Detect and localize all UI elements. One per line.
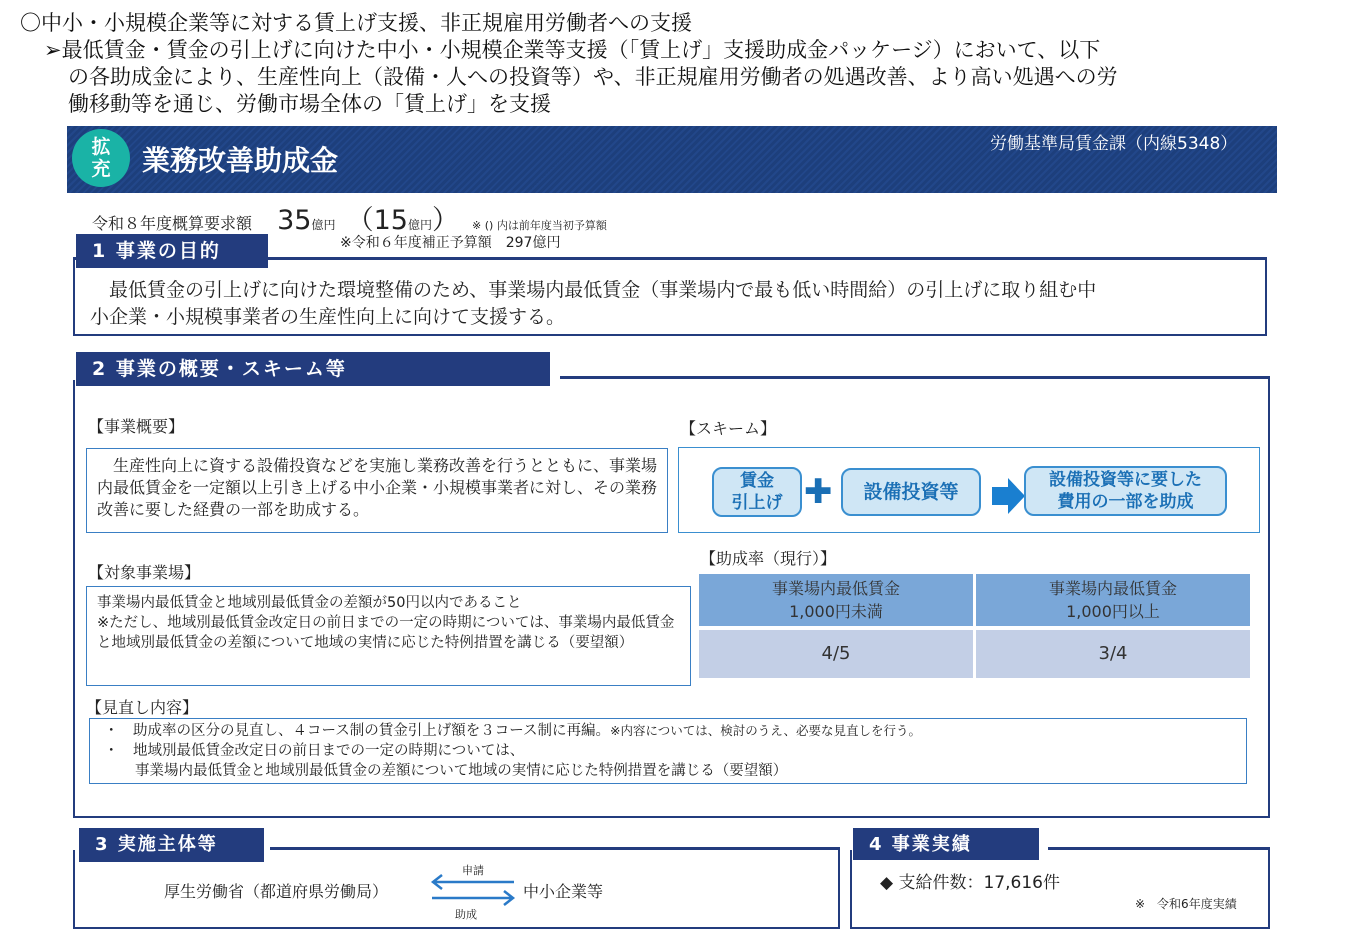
intro-line-2: ➢最低賃金・賃金の引上げに向けた中小・小規模企業等支援（「賃上げ」支援助成金パッケージ）において、以下 [44,38,1101,62]
review-note: ※内容については、検討のうえ、必要な見直しを行う。 [610,723,922,738]
scheme-wage-increase [712,467,802,517]
scheme-box1-line2: 引上げ [731,493,783,513]
rate-header-below-1000 [699,574,973,626]
review-item-1 [104,721,1232,741]
rate-value-below-1000: 4/5 [699,630,973,678]
intro-line-3: の各助成金により、生産性向上（設備・人への投資等）や、非正規雇用労働者の処遇改善、より高い処遇への労 [68,65,1118,89]
subsidy-label: 助成 [455,908,477,921]
prev-unit: 億円 [407,218,432,232]
badge-line-1: 拡 [91,136,111,158]
scheme-label: 【スキーム】 [680,419,777,438]
review-item-2: ・ 地域別最低賃金改定日の前日までの一定の時期については、 [104,743,525,759]
section1-heading: 1 事業の目的 [76,234,268,268]
section3-heading: 3 実施主体等 [79,828,264,862]
scheme-equipment-investment: 設備投資等 [841,468,981,516]
ministry: 厚生労働省（都道府県労働局） [164,882,389,901]
scheme-box1-line1: 賃金 [740,471,774,491]
supplementary-budget: ※令和６年度補正予算額 297億円 [340,235,561,251]
rate-value-above-1000: 3/4 [976,630,1250,678]
scheme-subsidy [1024,466,1227,516]
budget-note: ※ () 内は前年度当初予算額 [472,219,607,232]
review-item-1-text: ・ 助成率の区分の見直し、４コース制の賃金引上げ額を３コース制に再編。 [104,723,611,739]
purpose-line-1: 最低賃金の引上げに向けた環境整備のため、事業場内最低賃金（事業場内で最も低い時間給）の引上げに取り組む中 [90,279,1097,301]
program-title: 業務改善助成金 [142,144,339,177]
review-box [89,718,1247,784]
rate-header-1-line2: 1,000円未満 [789,602,883,621]
prev-close: ） [431,205,459,236]
expansion-badge [72,129,130,187]
budget-label: 令和８年度概算要求額 [92,214,253,233]
target-text-1: 事業場内最低賃金と地域別最低賃金の差額が50円以内であること [97,595,522,611]
rate-header-2-line1: 事業場内最低賃金 [1048,579,1177,598]
prev-open: （ [346,205,374,236]
target-box [86,586,691,686]
scheme-box3-line2: 費用の一部を助成 [1057,492,1194,512]
review-item-2-cont: 事業場内最低賃金と地域別最低賃金の差額について地域の実情に応じた特例措置を講じる（要望額） [135,763,788,779]
rate-label: 【助成率（現行）】 [700,549,837,568]
flow-arrows-icon [430,872,516,910]
section1-text [90,277,1096,331]
rate-header-2-line2: 1,000円以上 [1066,602,1160,621]
target-text-2: ※ただし、地域別最低賃金改定日の前日までの一定の時期については、事業場内最低賃金と地域別最低賃金の差額について地域の実情に応じた特例措置を講じる（要望額） [97,615,675,651]
plus-icon: ✚ [804,472,833,512]
sme: 中小企業等 [523,882,604,901]
section4-heading: 4 事業実績 [853,828,1039,860]
rate-header-above-1000 [976,574,1250,626]
grant-count: ◆ 支給件数：17,616件 [880,873,1060,893]
intro-line-1: 〇中小・小規模企業等に対する賃上げ支援、非正規雇用労働者への支援 [20,11,692,35]
prev-amount: 15 [373,205,408,236]
section2-heading: 2 事業の概要・スキーム等 [76,352,550,386]
rate-header-1-line1: 事業場内最低賃金 [771,579,900,598]
result-note: ※ 令和6年度実績 [1135,897,1237,911]
scheme-box3-line1: 設備投資等に要した [1049,470,1202,490]
target-label: 【対象事業場】 [88,563,201,582]
budget-unit: 億円 [311,218,336,232]
application-label: 申請 [462,864,484,877]
department: 労働基準局賃金課（内線5348） [990,134,1238,154]
review-label: 【見直し内容】 [86,698,199,717]
purpose-line-2: 小企業・小規模事業者の生産性向上に向けて支援する。 [90,306,566,328]
budget-amount: 35 [277,205,312,236]
badge-line-2: 充 [91,158,111,180]
intro-line-4: 働移動等を通じ、労働市場全体の「賃上げ」を支援 [68,92,551,116]
overview-text: 生産性向上に資する設備投資などを実施し業務改善を行うとともに、事業場内最低賃金を一定額以上引き上げる中小企業・小規模事業者に対し、その業務改善に要した経費の一部を助成する。 [86,448,668,533]
overview-label: 【事業概要】 [88,417,185,436]
